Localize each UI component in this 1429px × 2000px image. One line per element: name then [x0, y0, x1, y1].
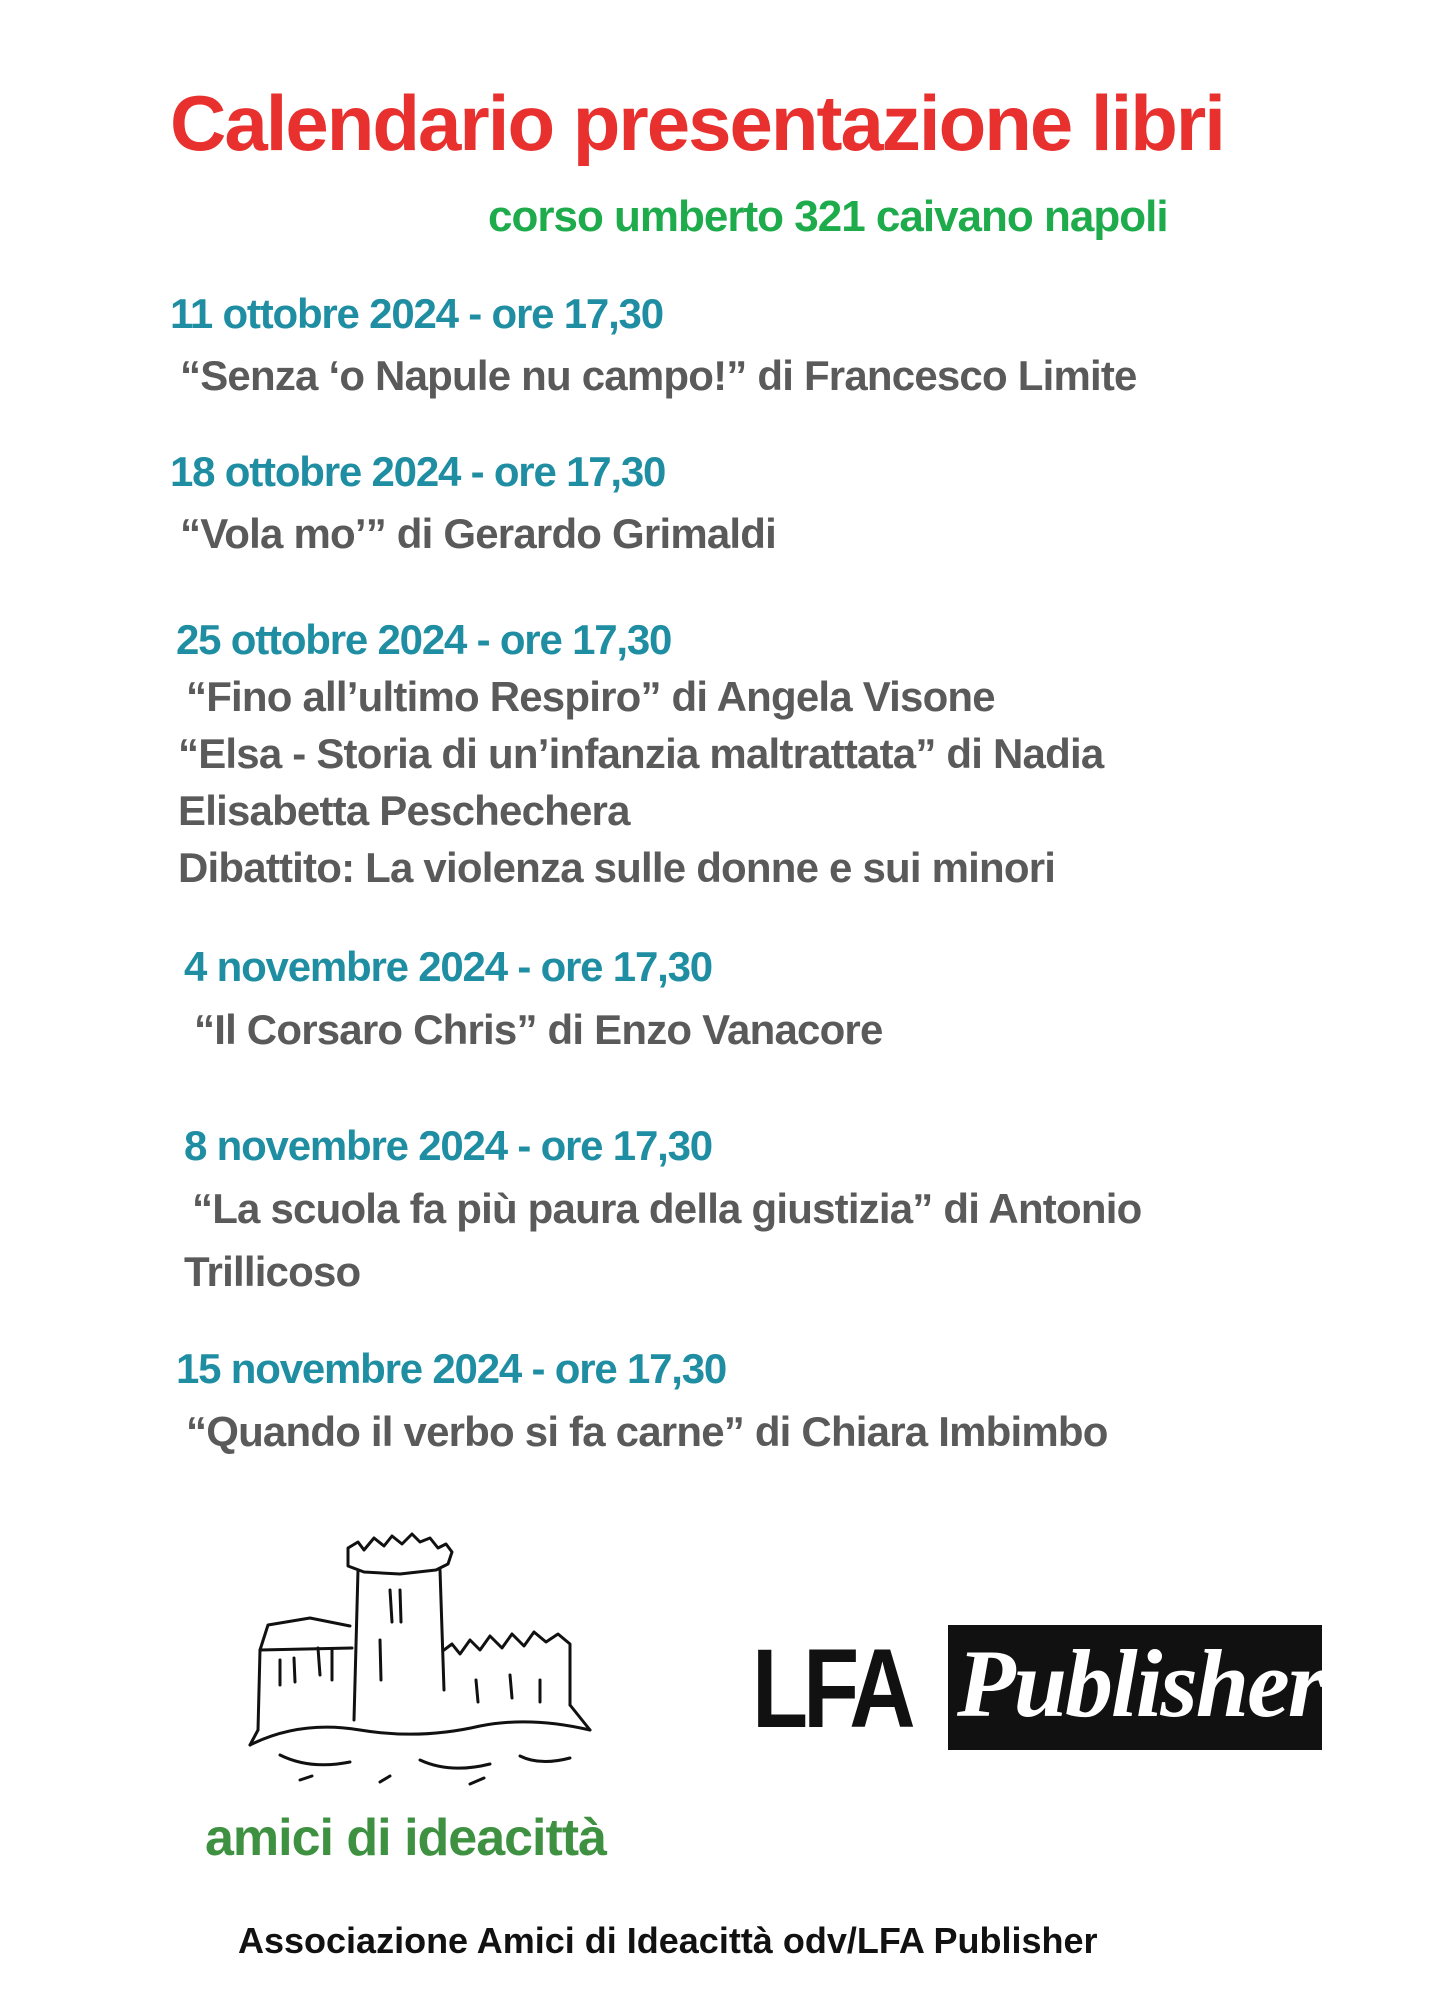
lfa-publisher-logo	[752, 1625, 1322, 1760]
event-book-line: Trillicoso	[184, 1248, 361, 1295]
event-book-line: “Elsa - Storia di un’infanzia maltrattata” di Nadia	[178, 730, 1104, 777]
lfa-wordmark: LFA	[752, 1626, 911, 1751]
event-date: 4 novembre 2024 - ore 17,30	[184, 943, 712, 990]
event-book-line: “Fino all’ultimo Respiro” di Angela Visone	[186, 673, 995, 720]
event-date: 25 ottobre 2024 - ore 17,30	[176, 616, 672, 663]
event-book-line: “Vola mo’” di Gerardo Grimaldi	[180, 510, 777, 557]
event-date: 8 novembre 2024 - ore 17,30	[184, 1122, 712, 1169]
event-book-line: “La scuola fa più paura della giustizia” di Antonio	[192, 1185, 1142, 1232]
event-book-line: Elisabetta Peschechera	[178, 787, 630, 834]
event-date: 15 novembre 2024 - ore 17,30	[176, 1345, 727, 1392]
footer-credits: Associazione Amici di Ideacittà odv/LFA Publisher	[238, 1920, 1098, 1961]
event-date: 18 ottobre 2024 - ore 17,30	[170, 448, 666, 495]
event-date: 11 ottobre 2024 - ore 17,30	[170, 290, 663, 337]
page-title: Calendario presentazione libri	[170, 79, 1224, 167]
event-book-line: “Quando il verbo si fa carne” di Chiara Imbimbo	[186, 1408, 1108, 1455]
publisher-wordmark: Publisher	[957, 1630, 1324, 1737]
event-book-line: “Senza ‘o Napule nu campo!” di Francesco Limite	[180, 352, 1137, 399]
amici-di-ideacitta-label: amici di ideacittà	[205, 1809, 607, 1867]
event-debate-line: Dibattito: La violenza sulle donne e sui minori	[178, 844, 1056, 891]
address-subtitle: corso umberto 321 caivano napoli	[488, 192, 1168, 241]
event-book-line: “Il Corsaro Chris” di Enzo Vanacore	[194, 1006, 883, 1053]
castle-logo-icon	[240, 1530, 600, 1800]
